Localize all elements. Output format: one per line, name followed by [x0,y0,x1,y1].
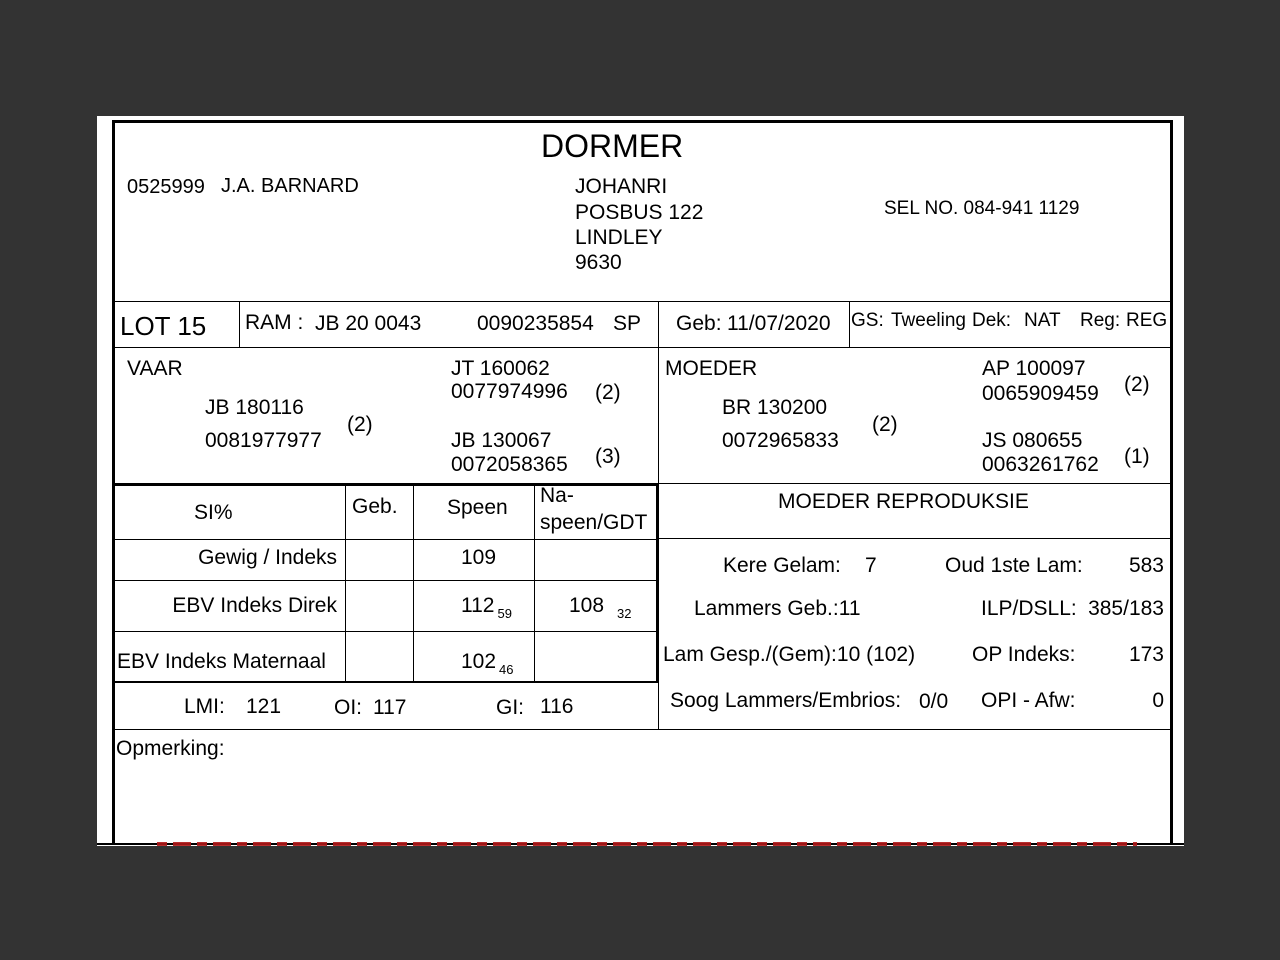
address-line-3: LINDLEY [575,226,663,249]
op-index-value: 173 [1128,643,1164,666]
lambs-weaned-label [663,644,915,665]
direct-post-value: 108 [569,594,605,617]
row-weight-weaning: 109 [461,546,497,569]
direct-weaning-value: 112 [461,594,495,617]
divider-ram [658,302,659,348]
lambs-weaned-label-text: Lam Gesp./(Gem): [663,643,837,666]
gi-value: 116 [540,695,574,718]
ram-grade: SP [613,312,642,335]
reg-label: Reg: [1080,310,1121,331]
dam-number: 0072965833 [722,429,839,452]
row-label-ebv-maternal: EBV Indeks Maternaal [117,650,326,673]
row-maternal-weaning [461,650,514,677]
oi-value: 117 [373,696,407,719]
breeder-name: J.A. BARNARD [221,175,359,197]
sire-id: JB 180116 [205,396,304,419]
row-label-ebv-direct: EBV Indeks Direk [172,594,337,617]
sire-count: (2) [347,413,373,436]
row-direct-post [569,594,632,621]
ram-id: JB 20 0043 [315,312,422,335]
header-weaning: Speen [447,496,508,519]
divider-repro-title [659,538,1172,539]
gi-label: GI: [496,696,525,719]
ram-prefix: RAM : [245,311,304,334]
times-lambed-label: Kere Gelam: [723,554,841,577]
row-divider-1 [114,539,657,540]
lot-number: LOT 15 [120,311,207,341]
remarks-label: Opmerking: [116,737,225,760]
sire-sire-number: 0077974996 [451,380,568,403]
birth-label: Geb: [676,312,722,335]
lmi-value: 121 [246,695,282,718]
row-divider-2 [114,580,657,581]
index-table-top [114,484,658,486]
dam-id: BR 130200 [722,396,828,419]
breed-title: DORMER [541,128,684,164]
frame-top [112,120,1171,123]
lambs-born-value: 11 [838,597,861,620]
divider-pedigree [658,348,659,484]
divider-lot [239,302,240,348]
suckling-label: Soog Lammers/Embrios: [670,689,902,712]
gs-label: GS: [851,310,884,331]
index-table-bottom [114,681,658,683]
header-post-weaning-1: Na- [540,484,574,507]
breeder-code: 0525999 [127,176,205,198]
opi-value: 0 [1152,689,1164,712]
header-birth: Geb. [352,495,398,518]
dek-label: Dek: [972,310,1012,331]
frame-right [1170,120,1173,844]
ilp-value: 385/183 [1088,597,1164,620]
sire-dam-number: 0072058365 [451,453,568,476]
col-divider-3 [534,485,535,682]
sire-dam-id: JB 130067 [451,429,552,452]
birth-date: 11/07/2020 [727,312,831,335]
sire-sire-count: (2) [595,381,621,404]
repro-title: MOEDER REPRODUKSIE [778,490,1029,513]
sire-sire-id: JT 160062 [451,357,550,380]
lambs-born-label-text: Lammers Geb.: [694,597,839,620]
gs-value: Tweeling [891,310,966,331]
header-si: SI% [194,501,233,524]
maternal-weaning-accuracy: 46 [499,662,514,677]
dam-sire-number: 0065909459 [982,382,1099,405]
col-divider-2 [413,485,414,682]
divider-repro [658,484,659,730]
maternal-weaning-value: 102 [461,650,497,673]
divider-remarks [114,729,1172,730]
dam-dam-id: JS 080655 [982,429,1083,452]
dam-dam-number: 0063261762 [982,453,1099,476]
frame-left [112,120,115,844]
address-line-4: 9630 [575,251,622,274]
oi-label: OI: [334,696,363,719]
dam-count: (2) [872,413,898,436]
lambs-born-label [694,598,861,619]
ram-number: 0090235854 [477,312,594,335]
direct-weaning-accuracy: 59 [497,606,512,621]
divider-header [114,301,1172,302]
sire-label: VAAR [127,357,183,380]
divider-birth [849,302,850,348]
red-footer-text-fragment [157,842,1137,846]
breeder-phone: SEL NO. 084-941 1129 [884,198,1080,219]
lmi-label: LMI: [184,695,225,718]
dam-sire-count: (2) [1124,373,1150,396]
sire-dam-count: (3) [595,445,621,468]
lambs-weaned-value: 10 (102) [836,643,916,666]
col-divider-1 [345,485,346,682]
opi-label: OPI - Afw: [981,689,1076,712]
address-line-2: POSBUS 122 [575,201,704,224]
suckling-value: 0/0 [919,690,949,713]
age-first-lamb-value: 583 [1128,554,1164,577]
ilp-label: ILP/DSLL: [981,597,1077,620]
op-index-label: OP Indeks: [972,643,1076,666]
dam-sire-id: AP 100097 [982,357,1086,380]
sire-number: 0081977977 [205,429,322,452]
dek-value: NAT [1024,310,1061,331]
header-post-weaning-2: speen/GDT [540,511,648,534]
row-divider-3 [114,631,657,632]
divider-lot-row [114,347,1172,348]
row-direct-weaning [461,594,512,621]
lot-card [97,116,1184,846]
row-label-weight-index: Gewig / Indeks [198,546,337,569]
reg-value: REG [1126,310,1168,331]
dam-dam-count: (1) [1124,445,1150,468]
dam-label: MOEDER [665,357,758,380]
age-first-lamb-label: Oud 1ste Lam: [945,554,1083,577]
direct-post-accuracy: 32 [617,606,632,621]
address-line-1: JOHANRI [575,175,668,198]
times-lambed-value: 7 [865,554,877,577]
